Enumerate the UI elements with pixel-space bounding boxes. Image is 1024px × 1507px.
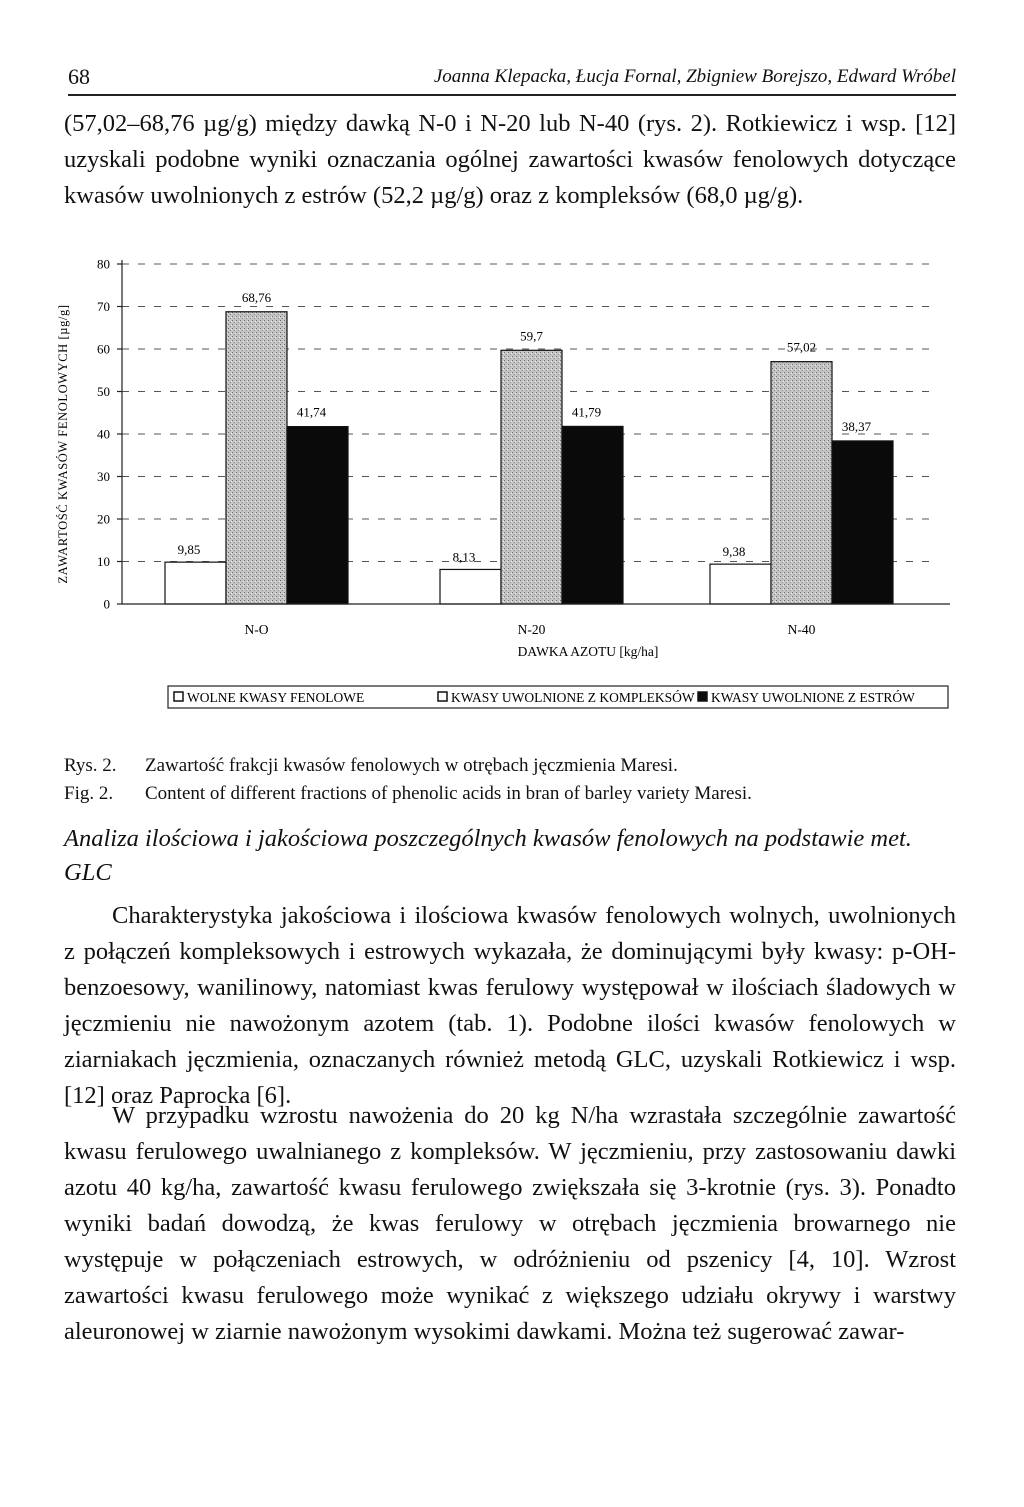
- bar-n-40-series-1: [771, 362, 832, 604]
- data-label: 9,85: [177, 542, 201, 558]
- data-label: 9,38: [722, 544, 746, 560]
- bar-n-o-series-1: [226, 312, 287, 604]
- paragraph-intro: (57,02–68,76 µg/g) między dawką N-0 i N-20 lub N-40 (rys. 2). Rotkiewicz i wsp. [12] uzyskali podobne wyniki oznaczania ogólnej zawartości kwasów fenolowych dotyczące kwasów uwolnionych z estrów (52,2 µg/g) oraz z kompleksów (68,0 µg/g).: [64, 110, 956, 209]
- legend-swatch: [438, 692, 447, 701]
- legend-swatch: [698, 692, 707, 701]
- category-label: N-20: [517, 622, 546, 637]
- y-tick-label: 10: [97, 554, 110, 569]
- phenolic-acids-bar-chart: [40, 240, 960, 740]
- category-label: N-O: [244, 622, 269, 637]
- data-label: 38,37: [841, 418, 872, 434]
- bar-n-20-series-1: [501, 350, 562, 604]
- y-tick-label: 0: [103, 596, 110, 612]
- x-axis-label: DAWKA AZOTU [kg/ha]: [517, 644, 659, 659]
- data-label: 41,74: [296, 404, 327, 420]
- running-head-authors: Joanna Klepacka, Łucja Fornal, Zbigniew Borejszo, Edward Wróbel: [433, 66, 956, 87]
- header-rule: [68, 94, 956, 96]
- y-tick-label: 30: [97, 469, 110, 484]
- legend-entry: KWASY UWOLNIONE Z KOMPLEKSÓW: [451, 690, 695, 705]
- bar-n-20-series-2: [562, 426, 623, 604]
- caption-label-en: Fig. 2.: [64, 783, 114, 804]
- y-tick-label: 60: [97, 341, 110, 357]
- data-label: 8,13: [452, 549, 476, 565]
- page-number: 68: [68, 64, 90, 89]
- bar-n-40-series-0: [710, 564, 771, 604]
- bar-n-40-series-2: [832, 441, 893, 604]
- data-label: 59,7: [520, 328, 543, 344]
- legend-swatch: [174, 692, 183, 701]
- bars: [165, 312, 893, 604]
- caption-text-en: Content of different fractions of phenolic acids in bran of barley variety Maresi.: [145, 783, 752, 804]
- y-axis-label: ZAWARTOŚĆ KWASÓW FENOLOWYCH [µg/g]: [56, 304, 70, 584]
- caption-text-pl: Zawartość frakcji kwasów fenolowych w otrębach jęczmienia Maresi.: [145, 755, 678, 776]
- bar-n-o-series-2: [287, 427, 348, 604]
- category-label: N-40: [787, 622, 816, 637]
- x-axis-categories: [245, 622, 816, 637]
- y-tick-label: 40: [97, 426, 110, 442]
- figure-caption-polish: [64, 752, 678, 780]
- figure-caption-english: [64, 780, 752, 808]
- chart-legend: [168, 686, 948, 708]
- page-header: [68, 64, 956, 94]
- bar-n-20-series-0: [440, 569, 501, 604]
- y-tick-label: 50: [97, 384, 110, 399]
- data-label: 68,76: [241, 289, 272, 305]
- bar-n-o-series-0: [165, 562, 226, 604]
- legend-entry: WOLNE KWASY FENOLOWE: [187, 690, 365, 705]
- caption-label-pl: Rys. 2.: [64, 755, 117, 776]
- paragraph-nitrogen-effect: W przypadku wzrostu nawożenia do 20 kg N/ha wzrastała szczególnie zawartość kwasu ferulowego uwalnianego z kompleksów. W jęczmieniu, przy zastosowaniu dawki azotu 40 kg/ha, zawartość kwasu ferulowego zwiększała się 3-krotnie (rys. 3). Ponadto wyniki badań dowodzą, że kwas ferulowy w otrębach jęczmienia browarnego nie występuje w połączeniach estrowych, w odróżnieniu od pszenicy [4, 10]. Wzrost zawartości kwasu ferulowego może wynikać z większego udziału okrywy i warstwy aleuronowej w ziarnie nawożonym wysokimi dawkami. Można też sugerować zawar-: [64, 1102, 956, 1345]
- y-tick-label: 70: [97, 299, 110, 314]
- data-label: 41,79: [571, 404, 602, 420]
- data-label: 57,02: [786, 339, 817, 355]
- y-tick-label: 20: [97, 511, 110, 527]
- legend-entry: KWASY UWOLNIONE Z ESTRÓW: [711, 690, 915, 705]
- y-axis-ticks: [97, 257, 122, 612]
- section-subheading: Analiza ilościowa i jakościowa poszczególnych kwasów fenolowych na podstawie met. GLC: [64, 825, 912, 886]
- paragraph-characteristics: Charakterystyka jakościowa i ilościowa kwasów fenolowych wolnych, uwolnionych z połączeń kompleksowych i estrowych wykazała, że dominującymi były kwasy: p-OH-benzoesowy, wanilinowy, natomiast kwas ferulowy występował w ilościach śladowych w jęczmieniu nie nawożonym azotem (tab. 1). Podobne ilości kwasów fenolowych w ziarniakach jęczmienia, oznaczanych również metodą GLC, uzyskali Rotkiewicz i wsp. [12] oraz Paprocka [6].: [64, 902, 956, 1109]
- y-tick-label: 80: [97, 256, 110, 272]
